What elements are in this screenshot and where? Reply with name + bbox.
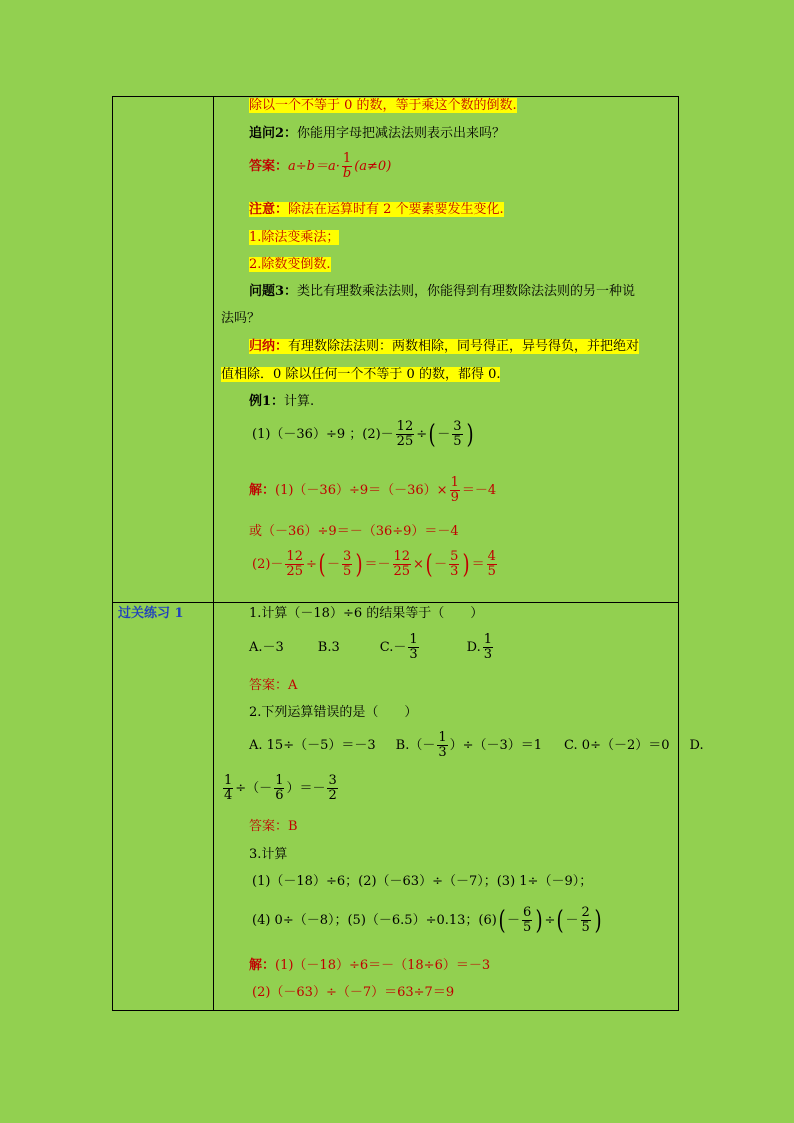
practice-q3: 3.计算 [249, 847, 288, 862]
summary: 归纳：有理数除法法则：两数相除，同号得正，异号得负，并把绝对 [249, 339, 640, 354]
practice-q3-solution-2: (2)（－63）÷（－7）＝63÷7＝9 [252, 985, 455, 1000]
row-divider [112, 602, 678, 603]
problem-3: 问题3：类比有理数乘法法则，你能得到有理数除法法则的另一种说 [249, 284, 636, 299]
practice-label: 过关练习 1 [118, 606, 184, 621]
practice-q1-answer: 答案：A [249, 678, 298, 693]
example-1-solution-2: (2)－ $\frac{12}{25}$ ÷ ( － $\frac{3}{5}$ ) ＝－ $\frac{12}{25}$ × ( － $\frac{5}{3}$ ) ＝ $\frac{4}{5}$ [252, 549, 496, 580]
example-1: 例1：计算. [249, 394, 315, 409]
practice-q1-options: A.－3 B.3 C.－ $\frac{1}{3}$ D. $\frac{1}{3}$ [249, 632, 493, 662]
followup-answer: 答案： a÷b＝a· $\frac{1}{b}$ (a≠0) [249, 151, 392, 181]
practice-q2-options: A. 15÷（－5）＝－3 B.（－ $\frac{1}{3}$ ）÷（－3）＝1 C. 0÷（－2）＝0 D. [249, 730, 704, 760]
note: 注意：除法在运算时有 2 个要素要发生变化. [249, 202, 504, 217]
practice-q3-line2: (4) 0÷（－8）；(5)（－6.5）÷0.13；(6) ( － $\frac{6}{5}$ ) ÷ ( － $\frac{2}{5}$ ) [252, 905, 602, 936]
example-1-questions: (1)（－36）÷9 ；(2)－ $\frac{12}{25}$ ÷ ( － $\frac{3}{5}$ ) [252, 419, 474, 450]
practice-q3-solution-1: 解：(1)（－18）÷6＝－（18÷6）＝－3 [249, 958, 491, 973]
note-item-2: 2.除数变倒数. [249, 257, 331, 272]
note-item-1: 1.除法变乘法； [249, 230, 340, 245]
example-1-solution-1: 解： (1)（－36）÷9＝（－36）× $\frac{1}{9}$ ＝－4 [249, 475, 497, 505]
problem-3-cont: 法吗？ [221, 311, 261, 326]
practice-q2-option-d: $\frac{1}{4}$ ÷（－ $\frac{1}{6}$ ）＝－ $\frac{3}{2}$ [224, 773, 337, 803]
example-1-solution-alt: 或（－36）÷9＝－（36÷9）＝－4 [249, 524, 459, 539]
column-divider [213, 96, 214, 1010]
practice-q3-line1: (1)（－18）÷6；(2)（－63）÷（－7）；(3) 1÷（－9）； [252, 874, 593, 889]
rule-continuation: 除以一个不等于 0 的数，等于乘这个数的倒数. [249, 98, 517, 113]
followup-question-2: 追问2：你能用字母把减法法则表示出来吗？ [249, 126, 506, 141]
summary-cont: 值相除．0 除以任何一个不等于 0 的数，都得 0. [221, 367, 501, 382]
practice-q1: 1.计算（－18）÷6 的结果等于（ ） [249, 606, 484, 621]
practice-q2: 2.下列运算错误的是（ ） [249, 705, 418, 720]
practice-q2-answer: 答案：B [249, 819, 298, 834]
